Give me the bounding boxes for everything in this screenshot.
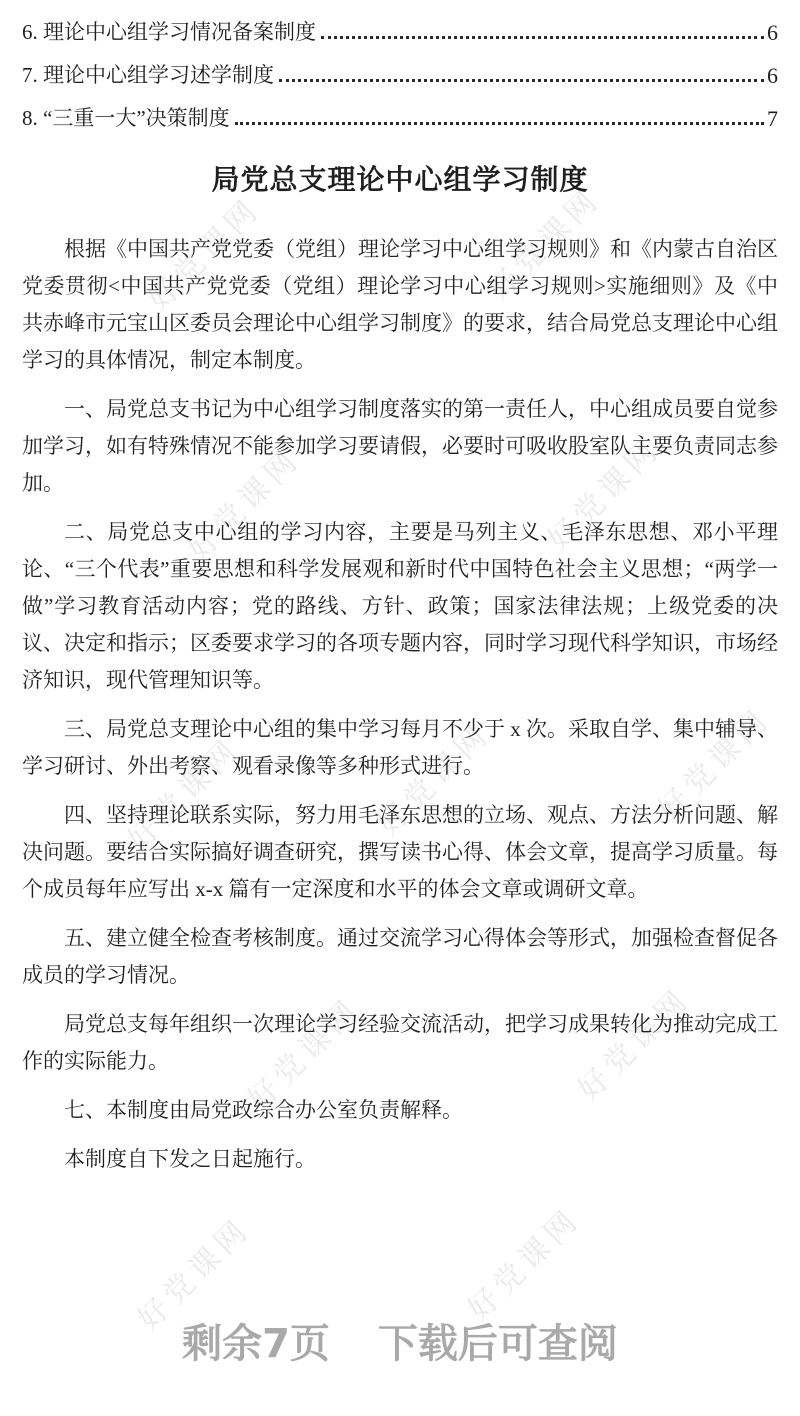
paragraph: 局党总支每年组织一次理论学习经验交流活动，把学习成果转化为推动完成工作的实际能力。 [22, 1012, 778, 1073]
paragraph: 四、坚持理论联系实际，努力用毛泽东思想的立场、观点、方法分析问题、解决问题。要结合实际搞好调查研究，撰写读书心得、体会文章，提高学习质量。每个成员每年应写出 x-x 篇有一定深度和水平的体会文章或调研文章。 [22, 803, 778, 901]
download-hint-label: 下载后可查阅 [377, 1321, 618, 1367]
remaining-pages-label: 剩余7页 [182, 1321, 330, 1367]
paragraph: 根据《中国共产党党委（党组）理论学习中心组学习规则》和《内蒙古自治区党委贯彻<中国共产党党委（党组）理论学习中心组学习规则>实施细则》及《中共赤峰市元宝山区委员会理论中心组学习制度》的要求，结合局党总支理论中心组学习的具体情况，制定本制度。 [22, 237, 778, 372]
paragraph: 三、局党总支理论中心组的集中学习每月不少于 x 次。采取自学、集中辅导、学习研讨、外出考察、观看录像等多种形式进行。 [22, 717, 778, 778]
watermark-text: 好党课网 [371, 716, 498, 843]
toc-dotted-leader [235, 122, 764, 125]
paragraph: 一、局党总支书记为中心组学习制度落实的第一责任人，中心组成员要自觉参加学习，如有特殊情况不能参加学习要请假，必要时可吸收股室队主要负责同志参加。 [22, 397, 778, 495]
paragraph: 五、建立健全检查考核制度。通过交流学习心得体会等形式，加强检查督促各成员的学习情况。 [22, 926, 778, 987]
toc-dotted-leader [321, 36, 764, 39]
toc-page-number: 7 [767, 106, 778, 131]
watermark-text: 好党课网 [141, 191, 268, 318]
toc-item [22, 49, 778, 92]
watermark-text: 好党课网 [131, 1211, 258, 1338]
watermark-text: 好党课网 [481, 181, 608, 308]
toc-page-number: 6 [767, 20, 778, 45]
document-body [22, 231, 778, 1178]
watermark-text: 好党课网 [461, 1201, 588, 1328]
toc-item-label: 7. 理论中心组学习述学制度 [22, 63, 274, 87]
watermark-text: 好党课网 [241, 991, 368, 1118]
paragraph: 二、局党总支中心组的学习内容，主要是马列主义、毛泽东思想、邓小平理论、“三个代表”重要思想和科学发展观和新时代中国特色社会主义思想；“两学一做”学习教育活动内容；党的路线、方针、政策；国家法律法规；上级党委的决议、决定和指示；区委要求学习的各项专题内容，同时学习现代科学知识，市场经济知识，现代管理知识等。 [22, 520, 778, 692]
watermark-text: 好党课网 [181, 441, 308, 568]
toc-item [22, 92, 778, 135]
table-of-contents [22, 6, 778, 135]
toc-item-label: 8. “三重一大”决策制度 [22, 106, 230, 130]
document-title: 局党总支理论中心组学习制度 [211, 165, 589, 196]
watermark-text: 好党课网 [541, 431, 668, 558]
watermark-text: 好党课网 [571, 981, 698, 1108]
preview-footer [0, 1312, 800, 1369]
watermark-text: 好党课网 [121, 731, 248, 858]
watermark-text: 好党课网 [651, 701, 778, 828]
toc-item [22, 6, 778, 49]
paragraph: 本制度自下发之日起施行。 [64, 1147, 316, 1171]
toc-item-label: 6. 理论中心组学习情况备案制度 [22, 20, 316, 44]
paragraph: 七、本制度由局党政综合办公室负责解释。 [64, 1098, 463, 1122]
toc-page-number: 6 [767, 63, 778, 88]
toc-dotted-leader [279, 79, 764, 82]
